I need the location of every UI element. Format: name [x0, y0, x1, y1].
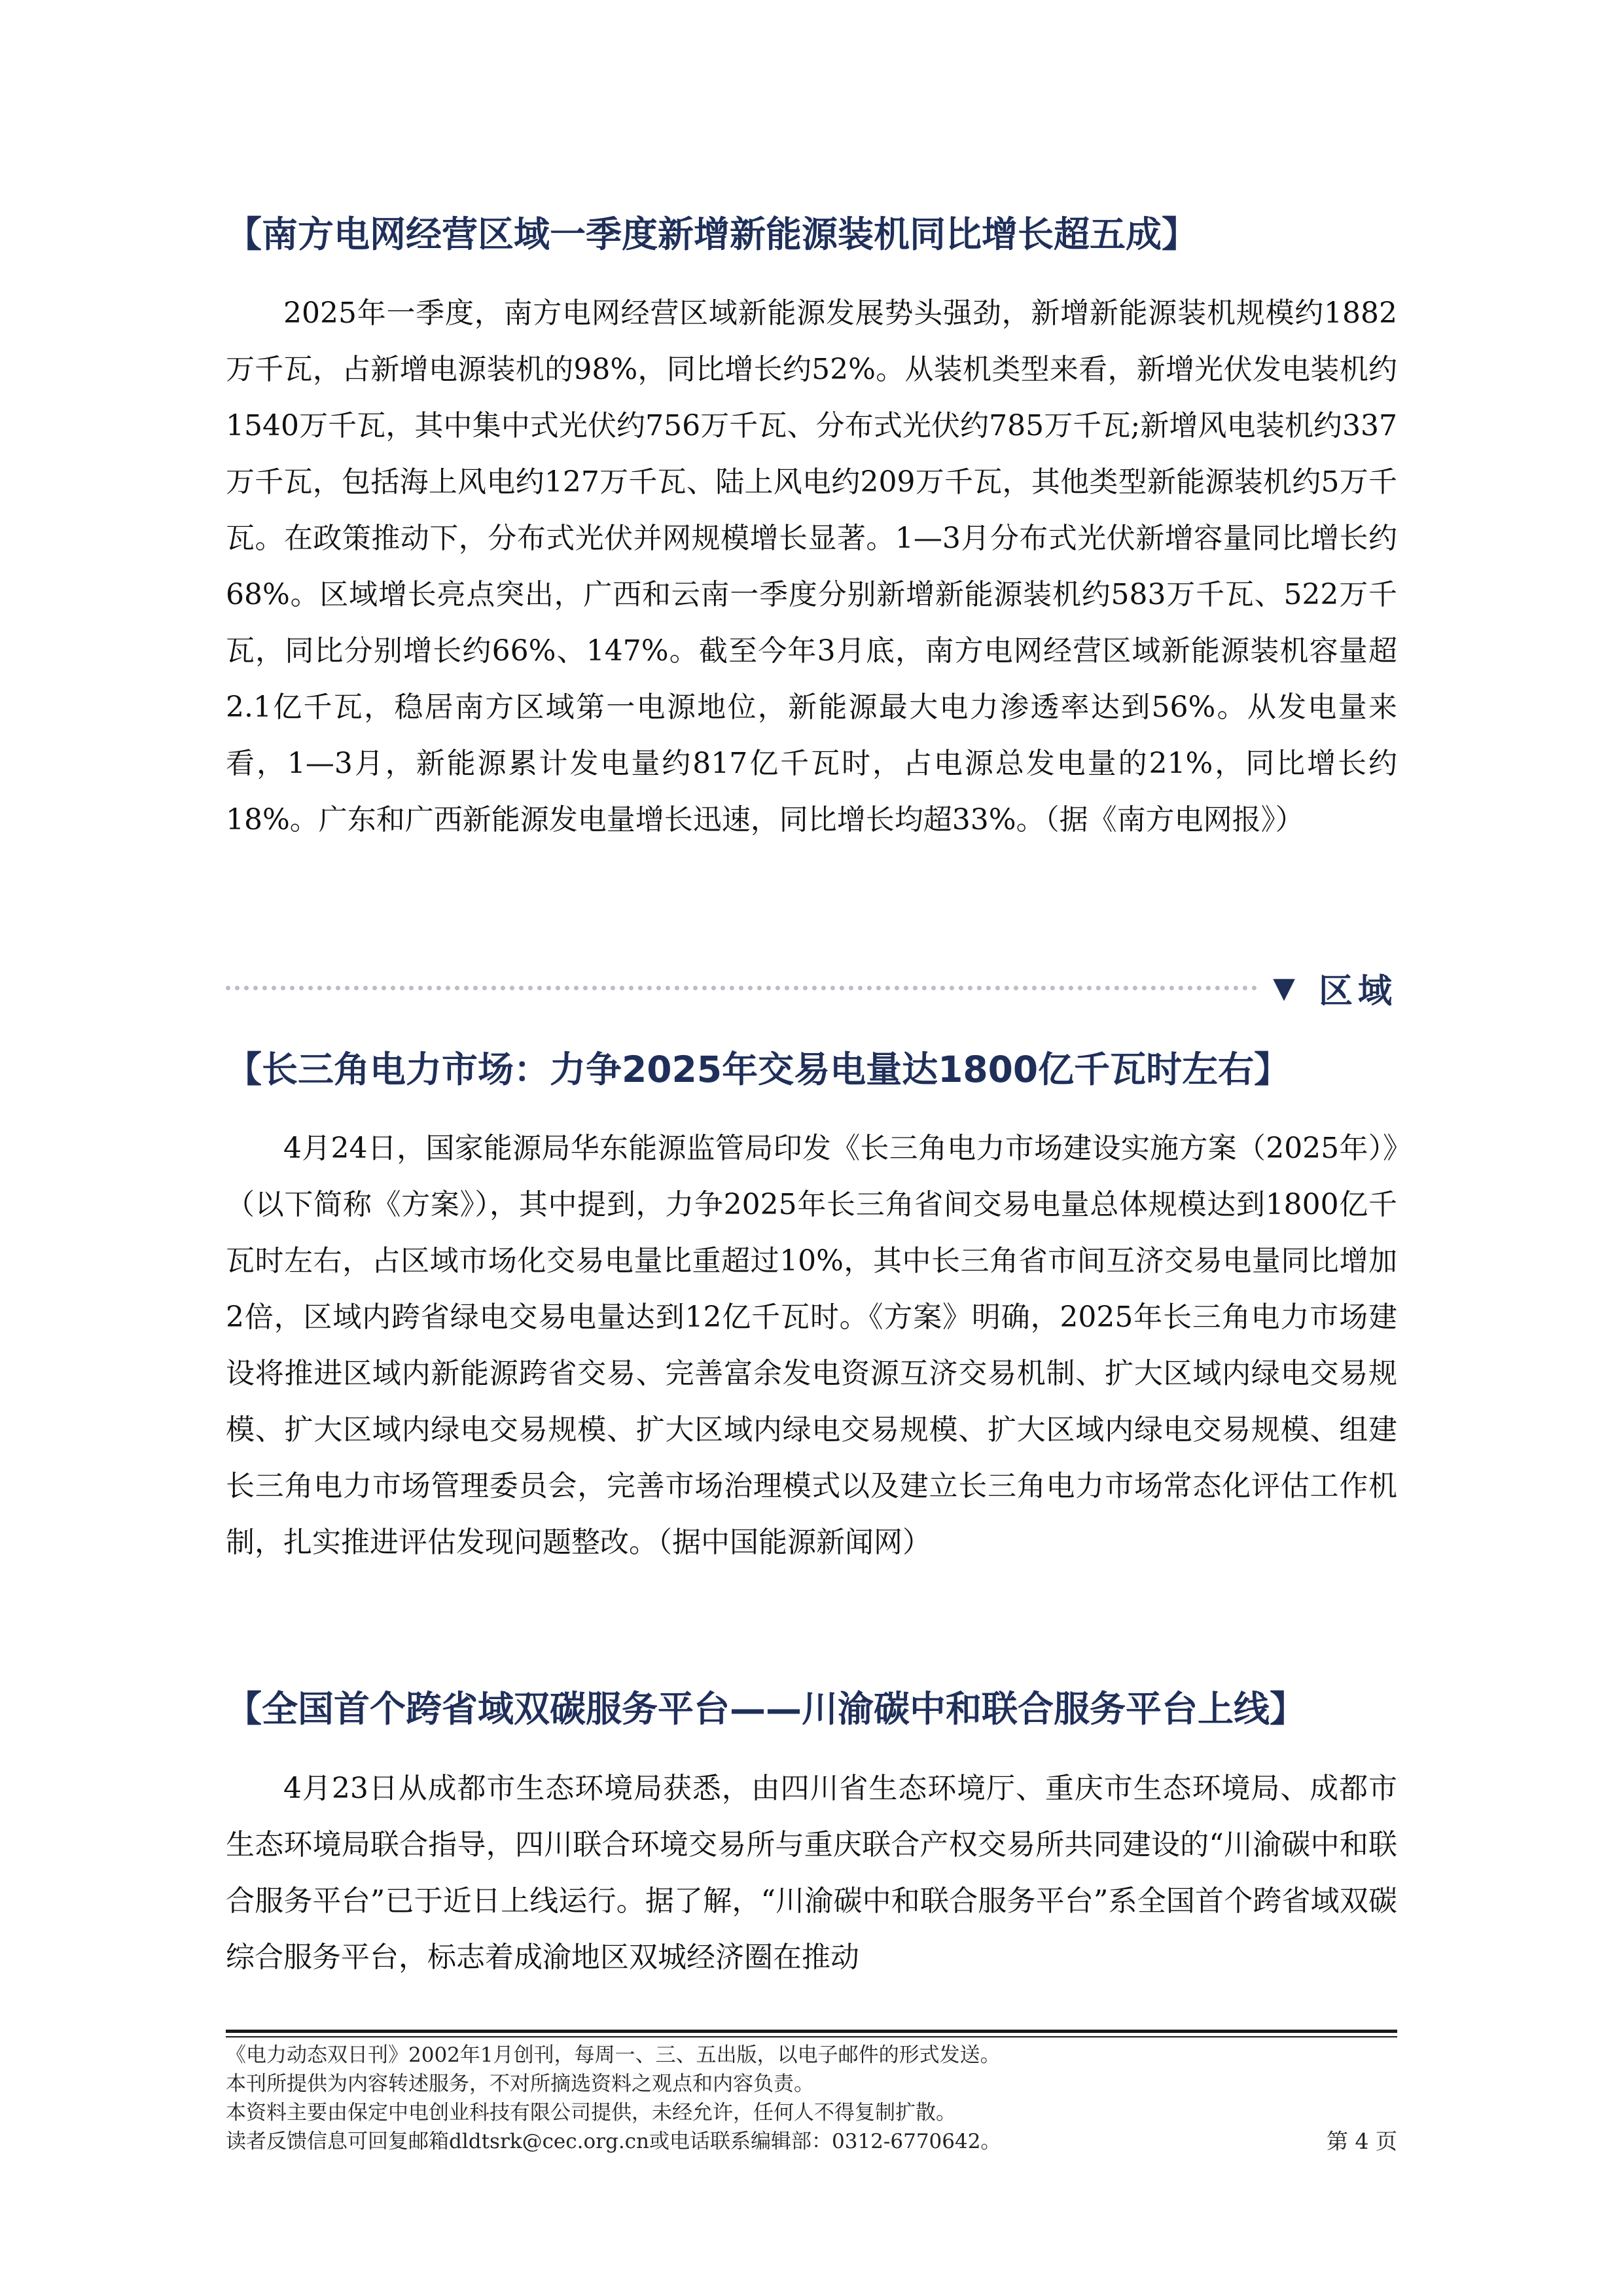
page-number: 第 4 页	[1327, 2128, 1397, 2154]
article-body: 4月24日，国家能源局华东能源监管局印发《长三角电力市场建设实施方案（2025年）》（以下简称《方案》），其中提到，力争2025年长三角省间交易电量总体规模达到1800亿千瓦时左右，占区域市场化交易电量比重超过10%，其中长三角省市间互济交易电量同比增加2倍，区域内跨省绿电交易电量达到12亿千瓦时。《方案》明确，2025年长三角电力市场建设将推进区域内新能源跨省交易、完善富余发电资源互济交易机制、扩大区域内绿电交易规模、扩大区域内绿电交易规模、扩大区域内绿电交易规模、扩大区域内绿电交易规模、组建长三角电力市场管理委员会，完善市场治理模式以及建立长三角电力市场常态化评估工作机制，扎实推进评估发现问题整改。（据中国能源新闻网）	[226, 1132, 1397, 1559]
footer-rule	[226, 2030, 1397, 2033]
article-title: 【南方电网经营区域一季度新增新能源装机同比增长超五成】	[226, 213, 1198, 255]
footer-line: 《电力动态双日刊》2002年1月创刊，每周一、三、五出版，以电子邮件的形式发送。	[226, 2043, 1001, 2067]
article-title: 【全国首个跨省域双碳服务平台——川渝碳中和联合服务平台上线】	[226, 1688, 1306, 1730]
footer-line: 本刊所提供为内容转述服务，不对所摘选资料之观点和内容负责。	[226, 2072, 814, 2096]
article-body: 2025年一季度，南方电网经营区域新能源发展势头强劲，新增新能源装机规模约1882万千瓦，占新增电源装机的98%，同比增长约52%。从装机类型来看，新增光伏发电装机约1540万千瓦，其中集中式光伏约756万千瓦、分布式光伏约785万千瓦;新增风电装机约337万千瓦，包括海上风电约127万千瓦、陆上风电约209万千瓦，其他类型新能源装机约5万千瓦。在政策推动下，分布式光伏并网规模增长显著。1—3月分布式光伏新增容量同比增长约68%。区域增长亮点突出，广西和云南一季度分别新增新能源装机约583万千瓦、522万千瓦，同比分别增长约66%、147%。截至今年3月底，南方电网经营区域新能源装机容量超2.1亿千瓦，稳居南方区域第一电源地位，新能源最大电力渗透率达到56%。从发电量来看，1—3月，新能源累计发电量约817亿千瓦时，占电源总发电量的21%，同比增长约18%。广东和广西新能源发电量增长迅速，同比增长均超33%。（据《南方电网报》）	[226, 296, 1397, 836]
article-title: 【长三角电力市场：力争2025年交易电量达1800亿千瓦时左右】	[226, 1049, 1291, 1090]
footer-line: 本资料主要由保定中电创业科技有限公司提供，未经允许，任何人不得复制扩散。	[226, 2101, 956, 2125]
section-label: 区域	[1318, 971, 1397, 1011]
footer-line: 读者反馈信息可回复邮箱dldtsrk@cec.org.cn或电话联系编辑部：0312-6770642。	[226, 2130, 1001, 2153]
dotted-rule	[226, 986, 1257, 990]
down-triangle-icon: ▼	[1273, 971, 1295, 1005]
footer	[226, 2041, 1397, 2156]
section-divider	[226, 965, 1397, 1011]
footer-rule-thin	[226, 2036, 1397, 2037]
article-body: 4月23日从成都市生态环境局获悉，由四川省生态环境厅、重庆市生态环境局、成都市生态环境局联合指导，四川联合环境交易所与重庆联合产权交易所共同建设的“川渝碳中和联合服务平台”已于近日上线运行。据了解，“川渝碳中和联合服务平台”系全国首个跨省域双碳综合服务平台，标志着成渝地区双城经济圈在推动	[226, 1772, 1397, 1974]
